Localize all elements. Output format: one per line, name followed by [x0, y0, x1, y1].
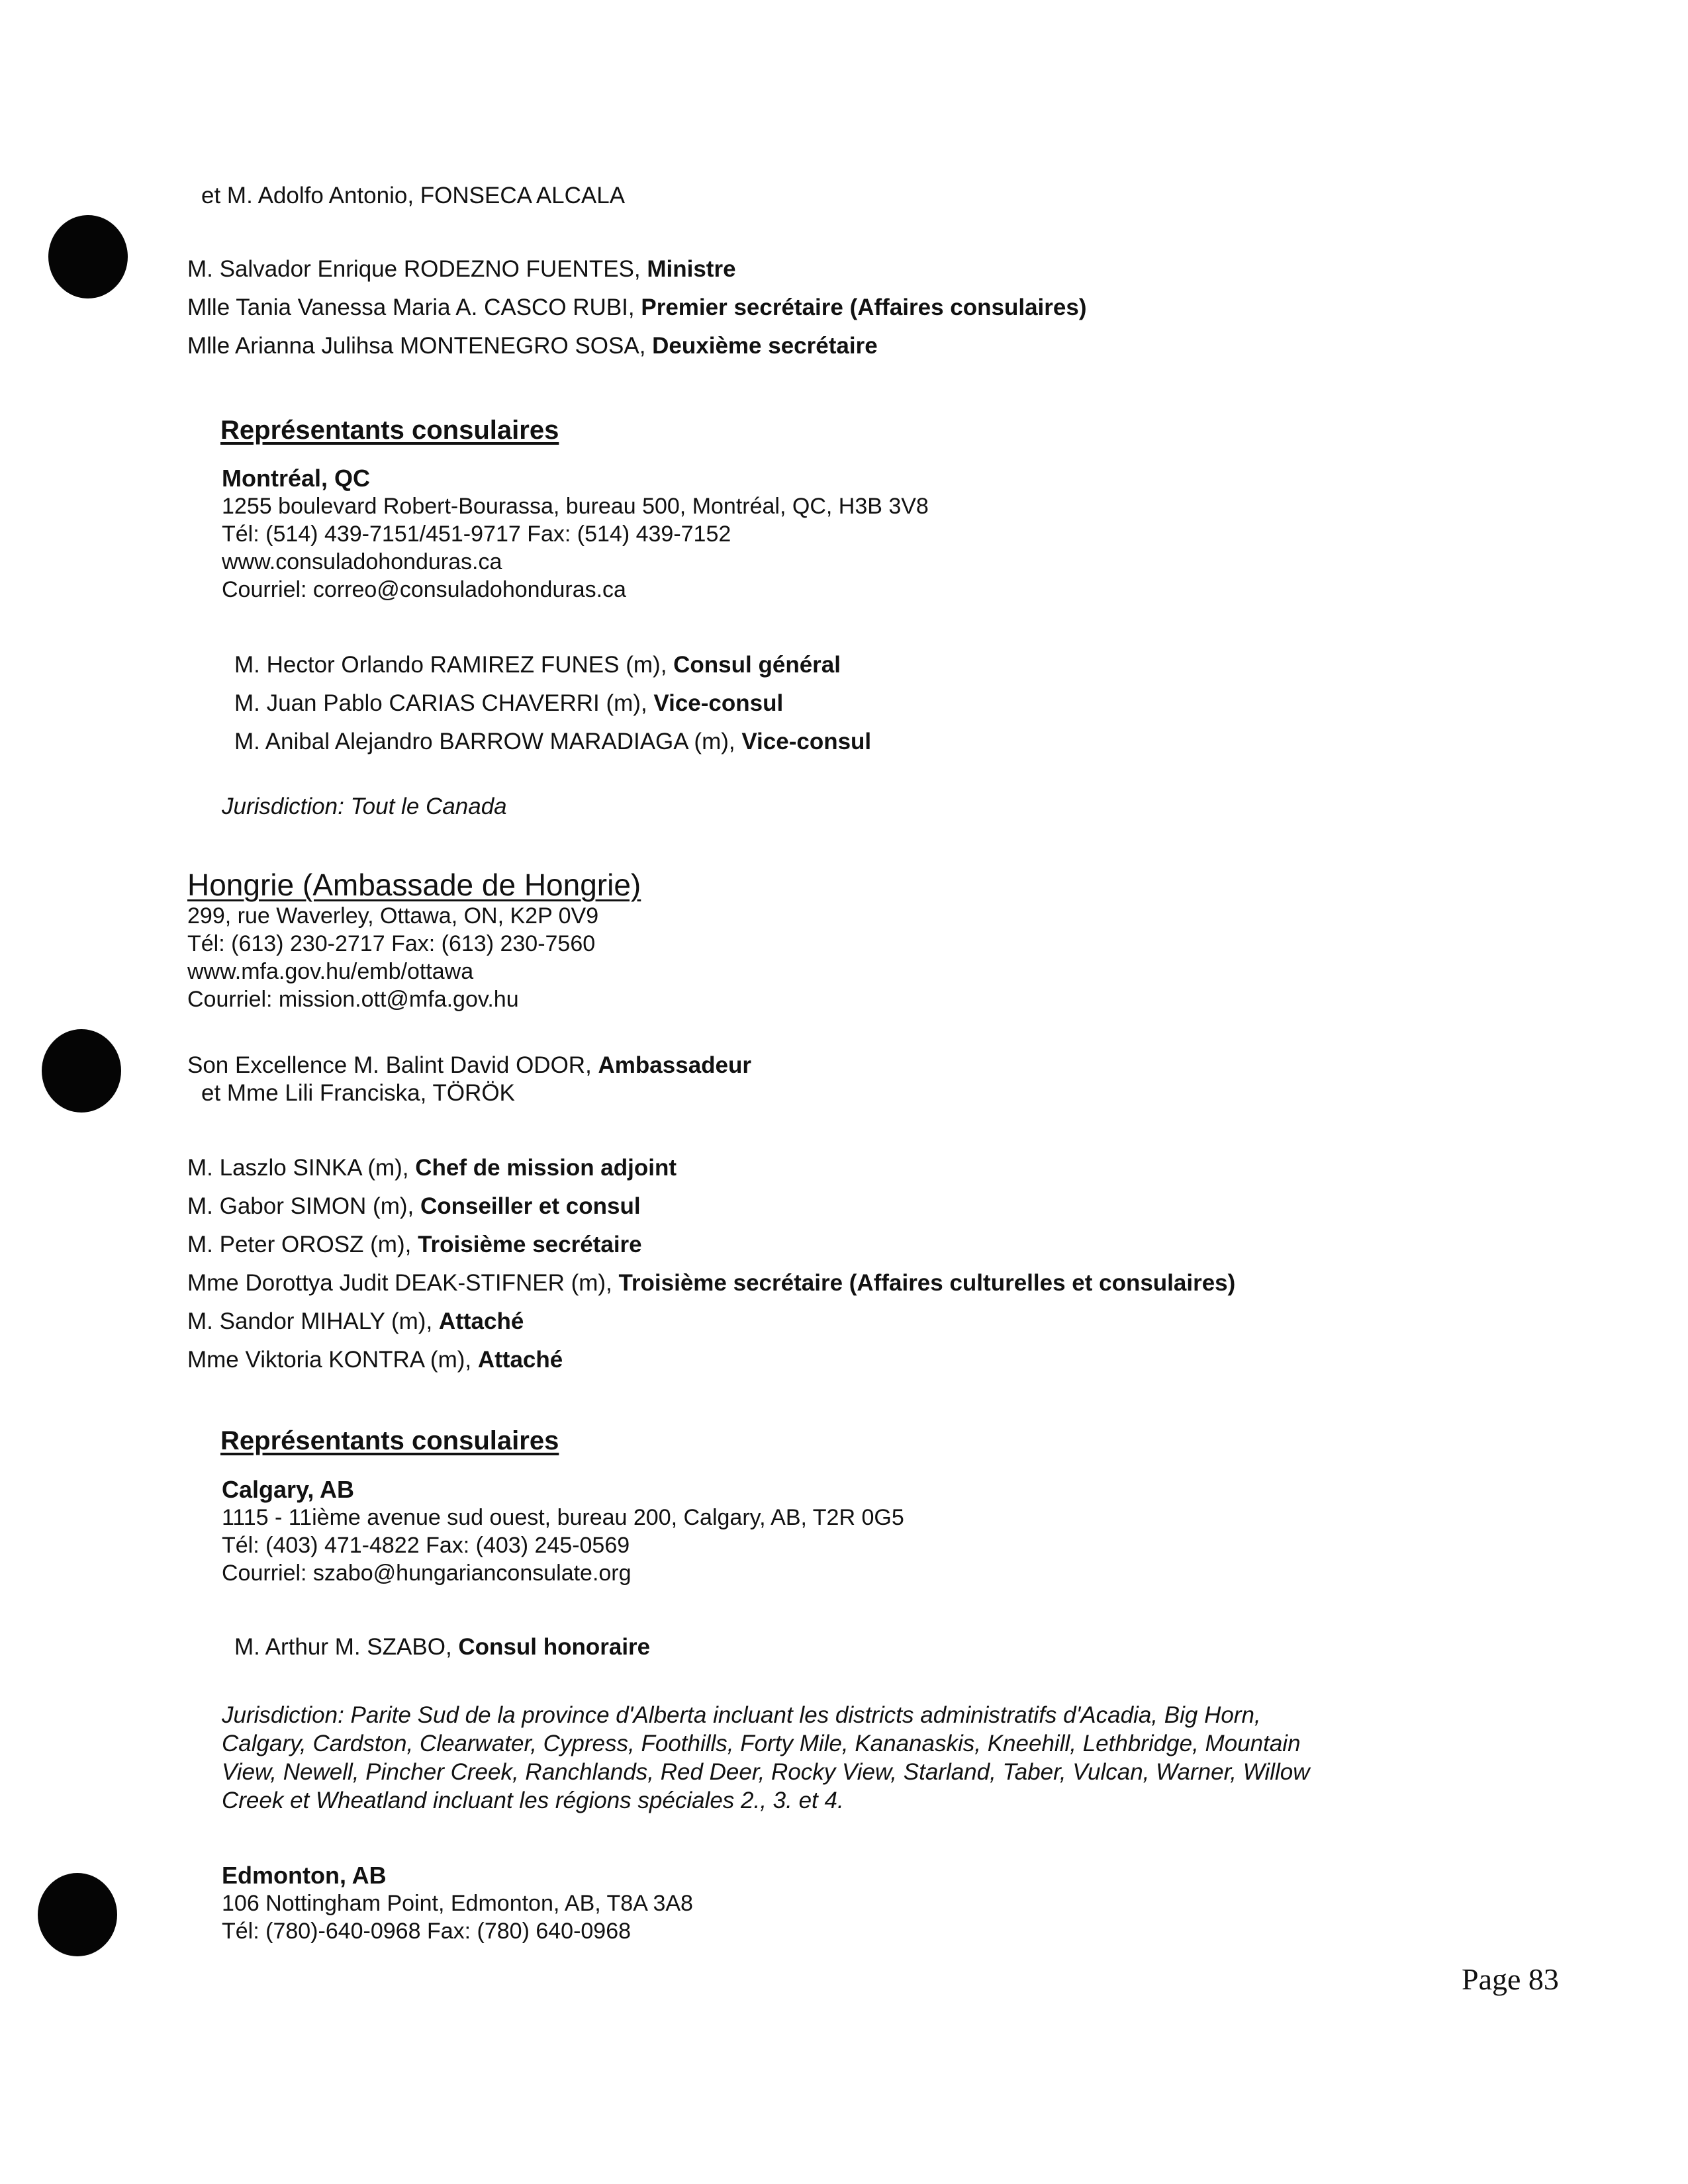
honduras-spouse: et M. Adolfo Antonio, FONSECA ALCALA [201, 183, 626, 208]
consulate-city: Edmonton, AB [222, 1862, 387, 1889]
consulate-city: Montréal, QC [222, 465, 371, 492]
jurisdiction-line: Jurisdiction: Parite Sud de la province d'Alberta incluant les districts administratifs d'Acadia, Big Horn, [222, 1702, 1261, 1728]
consulate-email: Courriel: szabo@hungarianconsulate.org [222, 1561, 632, 1586]
jurisdiction-note: Jurisdiction: Tout le Canada [222, 794, 507, 819]
embassy-phone: Tél: (613) 230-2717 Fax: (613) 230-7560 [187, 931, 596, 956]
consular-officer: M. Anibal Alejandro BARROW MARADIAGA (m), Vice-consul [234, 729, 872, 754]
country-heading: Hongrie (Ambassade de Hongrie) [187, 868, 641, 902]
embassy-address: 299, rue Waverley, Ottawa, ON, K2P 0V9 [187, 903, 599, 929]
consulate-address: 1255 boulevard Robert-Bourassa, bureau 500, Montréal, QC, H3B 3V8 [222, 494, 929, 519]
consulate-email: Courriel: correo@consuladohonduras.ca [222, 577, 626, 602]
staff-line: Mlle Arianna Julihsa MONTENEGRO SOSA, Deuxième secrétaire [187, 333, 878, 359]
page-number: Page 83 [1462, 1962, 1559, 1996]
consulate-address: 106 Nottingham Point, Edmonton, AB, T8A 3A8 [222, 1891, 693, 1916]
staff-line: M. Peter OROSZ (m), Troisième secrétaire [187, 1232, 642, 1257]
consulate-phone: Tél: (514) 439-7151/451-9717 Fax: (514) 439-7152 [222, 522, 731, 547]
ambassador-spouse: et Mme Lili Franciska, TÖRÖK [201, 1080, 515, 1106]
punch-hole-middle [42, 1029, 121, 1113]
ambassador-line: Son Excellence M. Balint David ODOR, Ambassadeur [187, 1052, 751, 1078]
consulate-address: 1115 - 11ième avenue sud ouest, bureau 200, Calgary, AB, T2R 0G5 [222, 1505, 904, 1530]
consular-officer: M. Juan Pablo CARIAS CHAVERRI (m), Vice-consul [234, 690, 784, 716]
section-heading: Représentants consulaires [220, 416, 559, 445]
consulate-website: www.consuladohonduras.ca [222, 549, 502, 574]
staff-line: Mlle Tania Vanessa Maria A. CASCO RUBI, Premier secrétaire (Affaires consulaires) [187, 295, 1087, 320]
jurisdiction-line: Creek et Wheatland incluant les régions spéciales 2., 3. et 4. [222, 1788, 844, 1813]
staff-line: Mme Dorottya Judit DEAK-STIFNER (m), Troisième secrétaire (Affaires culturelles et consulaires) [187, 1270, 1236, 1296]
embassy-email: Courriel: mission.ott@mfa.gov.hu [187, 987, 519, 1012]
staff-line: M. Laszlo SINKA (m), Chef de mission adjoint [187, 1155, 677, 1181]
section-heading: Représentants consulaires [220, 1426, 559, 1455]
staff-line: M. Sandor MIHALY (m), Attaché [187, 1308, 524, 1334]
consulate-phone: Tél: (403) 471-4822 Fax: (403) 245-0569 [222, 1533, 630, 1558]
jurisdiction-line: Calgary, Cardston, Clearwater, Cypress, Foothills, Forty Mile, Kananaskis, Kneehill, Lethbridge, Mountain [222, 1731, 1301, 1756]
staff-line: M. Salvador Enrique RODEZNO FUENTES, Ministre [187, 256, 736, 282]
consular-officer: M. Arthur M. SZABO, Consul honoraire [234, 1634, 651, 1660]
staff-line: Mme Viktoria KONTRA (m), Attaché [187, 1347, 563, 1373]
consulate-city: Calgary, AB [222, 1476, 355, 1503]
consular-officer: M. Hector Orlando RAMIREZ FUNES (m), Consul général [234, 652, 841, 678]
jurisdiction-line: View, Newell, Pincher Creek, Ranchlands, Red Deer, Rocky View, Starland, Taber, Vulcan, Warner, Willow [222, 1759, 1310, 1785]
consulate-phone: Tél: (780)-640-0968 Fax: (780) 640-0968 [222, 1919, 632, 1944]
punch-hole-bottom [38, 1873, 117, 1956]
staff-line: M. Gabor SIMON (m), Conseiller et consul [187, 1193, 641, 1219]
punch-hole-top [48, 215, 128, 298]
embassy-website: www.mfa.gov.hu/emb/ottawa [187, 959, 474, 984]
